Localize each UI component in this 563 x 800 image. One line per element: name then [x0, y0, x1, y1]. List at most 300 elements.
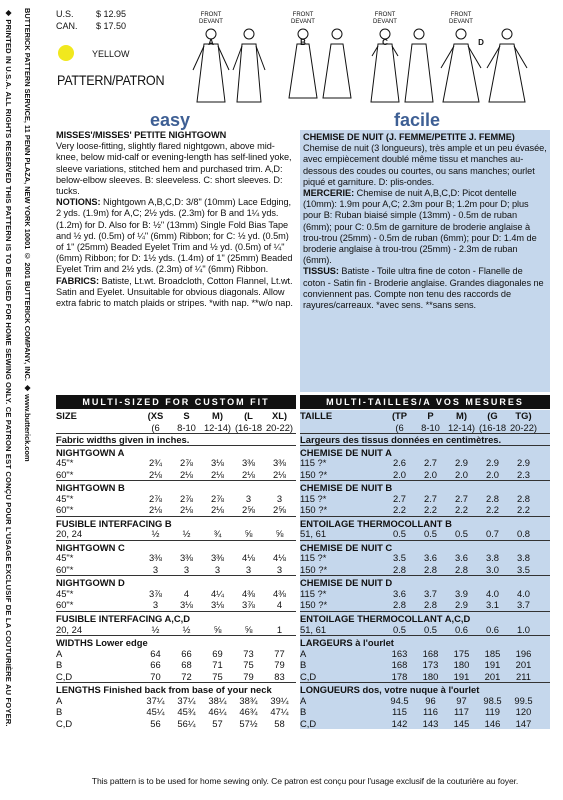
table-cell: 58: [274, 717, 285, 729]
size-col: (TP: [391, 410, 408, 421]
table-cell: 97: [456, 694, 467, 706]
table-cell: 178: [391, 670, 408, 682]
section-title: FUSIBLE INTERFACING B: [56, 516, 296, 529]
fabrics-title: FABRICS:: [56, 275, 99, 286]
table-cell: 2.9: [485, 457, 500, 469]
table-cell: 2.8: [423, 599, 438, 611]
table-row: [56, 504, 296, 516]
yardage-table-en: [56, 410, 296, 729]
table-cell: 20, 24: [56, 528, 83, 540]
table-cell: 3⅜: [148, 552, 163, 564]
color-label: YELLOW: [92, 49, 130, 59]
table-cell: 2⅛: [272, 468, 287, 480]
section-title: CHEMISE DE NUIT A: [300, 445, 550, 458]
pattern-label: PATTERN/PATRON: [57, 72, 165, 88]
table-cell: 2⅞: [179, 457, 194, 469]
size-sub: 12-14): [203, 421, 232, 433]
table-cell: 2.7: [454, 492, 469, 504]
table-row: [300, 493, 550, 505]
table-cell: 2.6: [392, 457, 407, 469]
table-cell: 180: [453, 659, 470, 671]
table-row: [300, 706, 550, 718]
table-cell: 3: [276, 492, 283, 504]
table-cell: 0.8: [516, 528, 531, 540]
table-cell: 3⅞: [241, 599, 256, 611]
size-col: (G: [487, 410, 498, 421]
tissus-text: Batiste - Toile ultra fine de coton - Flanelle de coton - Satin fin - Broderie anglaise. Grandes diagonales ne conviennent pas. Compte non tenu des raccords de rayures/carreaux. *avec sens. **sans sens.: [303, 266, 544, 311]
table-row: [56, 599, 296, 611]
table-cell: ¾: [213, 528, 222, 540]
table-row: [56, 706, 296, 718]
fabrics-text: Batiste, Lt.wt. Broadcloth, Cotton Flannel, Lt.wt. Satin and Eyelet. Unsuitable for obvious diagonals. Allow extra fabric to match plaids or stripes. *with nap. **w/o nap.: [56, 275, 293, 309]
table-cell: 45"*: [56, 587, 74, 599]
table-row: [300, 648, 550, 660]
table-cell: C,D: [56, 670, 73, 682]
table-cell: 46¼: [208, 706, 227, 718]
table-cell: 60"*: [56, 504, 74, 516]
table-cell: 83: [274, 670, 285, 682]
table-cell: 2.8: [423, 563, 438, 575]
table-cell: 142: [391, 717, 408, 729]
table-row: [56, 671, 296, 683]
table-cell: 79: [274, 659, 285, 671]
table-cell: 201: [484, 670, 501, 682]
table-cell: 163: [391, 647, 408, 659]
size-label: SIZE: [56, 410, 77, 421]
table-cell: 2⅛: [179, 468, 194, 480]
table-cell: 56: [150, 717, 161, 729]
gown-letter: D: [478, 38, 484, 47]
table-cell: 0.6: [485, 623, 500, 635]
mercerie-title: MERCERIE:: [303, 188, 355, 199]
table-cell: 3⅛: [210, 457, 225, 469]
table-cell: 2.9: [454, 457, 469, 469]
width-note: Fabric widths given in inches.: [56, 433, 296, 445]
table-cell: 117: [454, 706, 469, 718]
table-cell: 3: [152, 599, 159, 611]
table-cell: 98.5: [483, 694, 502, 706]
table-cell: ⅝: [244, 623, 253, 635]
description-text: Very loose-fitting, slightly flared nightgown, above mid-knee, below mid-calf or evening-length has self-lined yoke, sleeve variations, stitched hem and purchased trim. A,D: below-elbow sleeves. B: sleeveless. C: short sleeves. D: tucks.: [56, 141, 292, 197]
table-cell: 4¼: [210, 587, 225, 599]
table-cell: 2.0: [392, 468, 407, 480]
table-cell: 51, 61: [300, 623, 327, 635]
table-cell: A: [300, 647, 307, 659]
table-cell: 4.0: [485, 587, 500, 599]
size-col: S: [183, 410, 190, 421]
table-cell: 73: [243, 647, 254, 659]
footer-note: This pattern is to be used for home sewing only. Ce patron est conçu pour l'usage exclusif de la couturière au foyer.: [91, 776, 519, 786]
mercerie-text: Chemise de nuit A,B,C,D: Picot dentelle (10mm): 1.9m pour A,C; 2.3m pour B; 1.2m pour D; plus pour B: Ruban biaisé simple (13mm) - 0.5m de ruban (6mm); pour C: 0.5m de garniture de broderie anglaise à trou-trou (25mm) - 0.5m de ruban (6mm); pour D: 1.4m de broderie anglaise à trou-trou (25mm) - 2.3m de ruban (6mm).: [303, 188, 537, 266]
table-row: [300, 457, 550, 469]
table-row: [300, 564, 550, 576]
gown-front-label: FRONT DEVANT: [199, 12, 223, 25]
table-row: [56, 648, 296, 660]
side-copyright-text: ◆ PRINTED IN U.S.A. ALL RIGHTS RESERVED THIS PATTERN IS TO BE USED FOR HOME SEWING ONLY. CE PATRON EST CONÇU POUR L'USAGE EXCLUSIF DE LA COUTURIÈRE AU FOYER.: [4, 8, 13, 727]
table-cell: 2.8: [485, 492, 500, 504]
table-cell: ⅝: [275, 528, 284, 540]
gown-front-label: FRONT DEVANT: [291, 12, 315, 25]
table-cell: 2.0: [485, 468, 500, 480]
table-cell: 2⅝: [241, 504, 256, 516]
table-row: [56, 552, 296, 564]
gown-front-label: FRONT DEVANT: [373, 12, 397, 25]
table-cell: 3.6: [392, 587, 407, 599]
price-value: $ 12.95: [96, 9, 127, 19]
section-title: LARGEURS à l'ourlet: [300, 635, 550, 648]
size-sub: 8-10: [177, 421, 196, 433]
price-block: [56, 8, 126, 32]
size-header-row: [56, 410, 296, 422]
table-cell: 150 ?*: [300, 599, 328, 611]
table-cell: 1.0: [516, 623, 531, 635]
size-sub-row: [300, 422, 550, 434]
table-cell: 2.8: [392, 599, 407, 611]
table-cell: 3: [276, 563, 283, 575]
size-sub: (6: [395, 421, 404, 433]
table-cell: 45¾: [177, 706, 196, 718]
table-cell: 57: [212, 717, 223, 729]
table-cell: 3.8: [516, 552, 531, 564]
table-cell: 3: [152, 563, 159, 575]
table-cell: 147: [515, 717, 532, 729]
section-title: WIDTHS Lower edge: [56, 635, 296, 648]
section-title: FUSIBLE INTERFACING A,C,D: [56, 611, 296, 624]
description-title: MISSES'/MISSES' PETITE NIGHTGOWN: [56, 130, 227, 140]
table-cell: A: [300, 694, 307, 706]
table-cell: 72: [181, 670, 192, 682]
table-cell: ½: [151, 528, 160, 540]
table-cell: 2.0: [454, 468, 469, 480]
table-cell: 211: [516, 670, 531, 682]
table-cell: 47¼: [270, 706, 289, 718]
size-sub: 8-10: [421, 421, 440, 433]
table-cell: 66: [181, 647, 192, 659]
table-cell: 2.0: [423, 468, 438, 480]
table-cell: 94.5: [390, 694, 409, 706]
table-cell: 64: [150, 647, 161, 659]
gown-letter: B: [300, 38, 306, 47]
table-cell: B: [300, 706, 307, 718]
section-title: CHEMISE DE NUIT B: [300, 480, 550, 493]
size-col: (L: [244, 410, 253, 421]
table-cell: 69: [212, 647, 223, 659]
table-cell: 2.8: [454, 563, 469, 575]
table-cell: 115 ?*: [300, 457, 327, 469]
size-col: P: [427, 410, 434, 421]
table-row: [56, 624, 296, 636]
table-row: [56, 718, 296, 730]
table-cell: 173: [422, 659, 439, 671]
table-cell: 119: [485, 706, 500, 718]
table-cell: 2.9: [454, 599, 469, 611]
table-cell: 2⅛: [241, 468, 256, 480]
table-cell: 120: [515, 706, 532, 718]
section-title: NIGHTGOWN A: [56, 445, 296, 458]
section-title: NIGHTGOWN D: [56, 575, 296, 588]
price-label: U.S.: [56, 9, 74, 19]
table-row: [300, 599, 550, 611]
size-col: M): [212, 410, 223, 421]
table-cell: 0.5: [423, 528, 438, 540]
section-title: NIGHTGOWN B: [56, 480, 296, 493]
size-col: M): [456, 410, 467, 421]
table-cell: 2⅞: [148, 492, 163, 504]
table-cell: 3: [214, 563, 221, 575]
table-row: [56, 659, 296, 671]
table-cell: ⅝: [213, 623, 222, 635]
gown-illustrations: [185, 6, 550, 106]
table-cell: 3: [245, 492, 252, 504]
table-cell: 37¼: [177, 694, 196, 706]
notions-text: Nightgown A,B,C,D: 3/8" (10mm) Lace Edging, 2 yds. (1.9m) for A,C; 2½ yds. (2.3m) for B and 1¼ yds. (1.2m) for D. Also for B: ½" (13mm) Single Fold Bias Tape and ½ yd. (0.5m) of ¼" (6mm) Ribbon; for C: ½ yd. (0.5m) of 1" (25mm) Beaded Eyelet Trim and ½ yd. (0.5m) of ¼" (6mm) Ribbon; for D: 1½ yds. (1.4m) of 1" (25mm) Beaded Eyelet Trim and 2½ yds. (2.3m) of ¼" (6mm) Ribbon.: [56, 197, 293, 275]
table-cell: 75: [243, 659, 254, 671]
table-cell: 75: [212, 670, 223, 682]
table-cell: 4: [183, 587, 190, 599]
table-row: [56, 564, 296, 576]
table-cell: 4: [276, 599, 283, 611]
table-cell: 0.5: [423, 623, 438, 635]
size-sub: (16-18: [234, 421, 263, 433]
table-cell: 175: [453, 647, 470, 659]
table-cell: 3.5: [516, 563, 531, 575]
table-cell: 115 ?*: [300, 552, 327, 564]
section-title: CHEMISE DE NUIT D: [300, 575, 550, 588]
table-cell: 60"*: [56, 599, 74, 611]
multi-size-bar: MULTI-SIZED FOR CUSTOM FIT: [56, 395, 296, 409]
table-cell: 2.7: [423, 492, 438, 504]
table-cell: 2.3: [516, 468, 531, 480]
table-cell: 3⅜: [272, 457, 287, 469]
table-cell: 4⅛: [272, 552, 287, 564]
facile-heading: facile: [394, 110, 441, 130]
table-cell: 2.2: [423, 504, 438, 516]
table-cell: 3.8: [485, 552, 500, 564]
table-cell: 3.6: [423, 552, 438, 564]
table-cell: 71: [212, 659, 223, 671]
table-cell: 3: [183, 563, 190, 575]
table-cell: B: [56, 706, 63, 718]
table-cell: B: [300, 659, 307, 671]
table-cell: 3: [245, 563, 252, 575]
table-cell: 0.6: [454, 623, 469, 635]
table-row: [56, 528, 296, 540]
table-row: [56, 493, 296, 505]
table-cell: ½: [182, 528, 191, 540]
table-cell: 3.5: [392, 552, 407, 564]
table-cell: 51, 61: [300, 528, 327, 540]
table-cell: 150 ?*: [300, 468, 328, 480]
table-cell: 2⅛: [148, 468, 163, 480]
table-cell: 68: [181, 659, 192, 671]
table-cell: 116: [423, 706, 438, 718]
table-cell: 45¼: [146, 706, 165, 718]
table-cell: 196: [515, 647, 532, 659]
table-cell: 115 ?*: [300, 492, 327, 504]
section-title: CHEMISE DE NUIT C: [300, 540, 550, 553]
table-row: [56, 469, 296, 481]
size-header-row: [300, 410, 550, 422]
table-cell: A: [56, 694, 63, 706]
table-row: [56, 457, 296, 469]
table-cell: 56¼: [177, 717, 196, 729]
side-company-text: BUTTERICK PATTERN SERVICE, 11 PENN PLAZA, NEW YORK 10001 © 2001 BUTTERICK COMPANY, INC. ◆ www.butterick.com: [23, 8, 32, 462]
table-cell: 143: [422, 717, 439, 729]
table-cell: 3.0: [485, 563, 500, 575]
size-sub: 20-22): [265, 421, 294, 433]
tissus-title: TISSUS:: [303, 266, 339, 277]
table-cell: 150 ?*: [300, 504, 328, 516]
table-cell: C,D: [300, 670, 317, 682]
table-cell: 4⅛: [241, 552, 256, 564]
table-cell: 3⅜: [179, 552, 194, 564]
table-cell: 1: [276, 623, 283, 635]
table-cell: ½: [151, 623, 160, 635]
table-cell: 3.7: [423, 587, 438, 599]
table-cell: 2¾: [148, 457, 163, 469]
table-row: [56, 695, 296, 707]
size-col: (XS: [147, 410, 164, 421]
table-cell: 185: [484, 647, 501, 659]
table-cell: ½: [182, 623, 191, 635]
table-cell: ⅝: [244, 528, 253, 540]
table-row: [300, 528, 550, 540]
table-cell: 3⅜: [241, 457, 256, 469]
gown-front-label: FRONT DEVANT: [449, 12, 473, 25]
table-cell: 2⅛: [210, 504, 225, 516]
table-cell: 180: [422, 670, 439, 682]
table-cell: 38¾: [239, 694, 258, 706]
table-row: [300, 469, 550, 481]
description-title: CHEMISE DE NUIT (J. FEMME/PETITE J. FEMME): [303, 132, 515, 142]
size-sub: (6: [151, 421, 160, 433]
table-cell: 3⅜: [210, 552, 225, 564]
table-cell: 201: [515, 659, 532, 671]
table-cell: 2.7: [392, 492, 407, 504]
section-title: ENTOILAGE THERMOCOLLANT B: [300, 516, 550, 529]
table-cell: 38¼: [208, 694, 227, 706]
gown-letter: C: [382, 38, 388, 47]
table-cell: 0.5: [454, 528, 469, 540]
table-cell: 3⅞: [148, 587, 163, 599]
table-cell: 2.7: [423, 457, 438, 469]
size-label: TAILLE: [300, 410, 333, 421]
table-cell: 77: [274, 647, 285, 659]
section-title: LONGUEURS dos, votre nuque à l'ourlet: [300, 682, 550, 695]
table-cell: 115 ?*: [300, 587, 327, 599]
english-description: [56, 130, 296, 309]
size-sub: 20-22): [509, 421, 538, 433]
table-cell: 66: [150, 659, 161, 671]
table-cell: 3.1: [485, 599, 500, 611]
table-row: [300, 588, 550, 600]
table-cell: C,D: [300, 717, 317, 729]
table-cell: 2.2: [392, 504, 407, 516]
color-dot-icon: [58, 45, 74, 61]
table-cell: 96: [425, 694, 436, 706]
table-cell: 3⅛: [179, 599, 194, 611]
table-cell: 2.2: [485, 504, 500, 516]
table-row: [300, 659, 550, 671]
table-cell: 2⅛: [210, 468, 225, 480]
table-cell: 145: [453, 717, 470, 729]
section-title: ENTOILAGE THERMOCOLLANT A,C,D: [300, 611, 550, 624]
yardage-table-fr: [300, 410, 550, 729]
table-cell: 2.8: [392, 563, 407, 575]
table-cell: 39¼: [270, 694, 289, 706]
size-col: XL): [271, 410, 288, 421]
table-cell: 2.2: [516, 504, 531, 516]
table-cell: 115: [392, 706, 407, 718]
price-label: CAN.: [56, 21, 78, 31]
section-title: LENGTHS Finished back from base of your neck: [56, 682, 296, 695]
table-cell: 146: [484, 717, 501, 729]
table-cell: 2⅛: [179, 504, 194, 516]
french-description: [300, 130, 550, 392]
table-row: [300, 504, 550, 516]
size-sub: (16-18: [478, 421, 507, 433]
table-row: [300, 552, 550, 564]
table-cell: 20, 24: [56, 623, 83, 635]
table-cell: 4⅜: [241, 587, 256, 599]
table-cell: 2⅞: [210, 492, 225, 504]
table-row: [300, 695, 550, 707]
table-cell: 2⅛: [148, 504, 163, 516]
table-cell: 46¾: [239, 706, 258, 718]
table-cell: 0.7: [485, 528, 500, 540]
table-cell: 45"*: [56, 492, 74, 504]
easy-heading: easy: [150, 110, 191, 130]
gown-letter: A: [208, 38, 214, 47]
table-cell: 99.5: [514, 694, 533, 706]
table-cell: 2.2: [454, 504, 469, 516]
table-row: [300, 624, 550, 636]
table-cell: 3.9: [454, 587, 469, 599]
table-row: [300, 718, 550, 730]
table-cell: 168: [391, 659, 408, 671]
table-cell: 0.5: [392, 623, 407, 635]
table-cell: B: [56, 659, 63, 671]
section-title: NIGHTGOWN C: [56, 540, 296, 553]
size-sub-row: [56, 422, 296, 434]
price-value: $ 17.50: [96, 21, 127, 31]
table-cell: 45"*: [56, 457, 74, 469]
table-cell: 60"*: [56, 468, 74, 480]
table-cell: 150 ?*: [300, 563, 328, 575]
table-cell: 3⅛: [210, 599, 225, 611]
width-note: Largeurs des tissus données en centimètres.: [300, 433, 550, 445]
table-cell: 2.9: [516, 457, 531, 469]
table-cell: 191: [453, 670, 470, 682]
table-cell: 4⅜: [272, 587, 287, 599]
description-text: Chemise de nuit (3 longueurs), très ample et un peu évasée, avec empiècement doublé même tissu et manches au-dessous des coudes ou courtes, ou sans manches; ourlet piqué et garniture. D: plis-ondes.: [303, 143, 547, 187]
multi-taille-bar: MULTI-TAILLES/A VOS MESURES: [300, 395, 550, 409]
table-cell: 70: [150, 670, 161, 682]
table-cell: 3.7: [516, 599, 531, 611]
table-cell: 2⅝: [272, 504, 287, 516]
table-cell: 4.0: [516, 587, 531, 599]
size-sub: 12-14): [447, 421, 476, 433]
table-cell: C,D: [56, 717, 73, 729]
table-cell: 2.8: [516, 492, 531, 504]
table-cell: 37¼: [146, 694, 165, 706]
table-cell: 3.6: [454, 552, 469, 564]
table-cell: 168: [422, 647, 439, 659]
table-cell: 79: [243, 670, 254, 682]
size-col: TG): [515, 410, 532, 421]
table-row: [56, 588, 296, 600]
table-row: [300, 671, 550, 683]
